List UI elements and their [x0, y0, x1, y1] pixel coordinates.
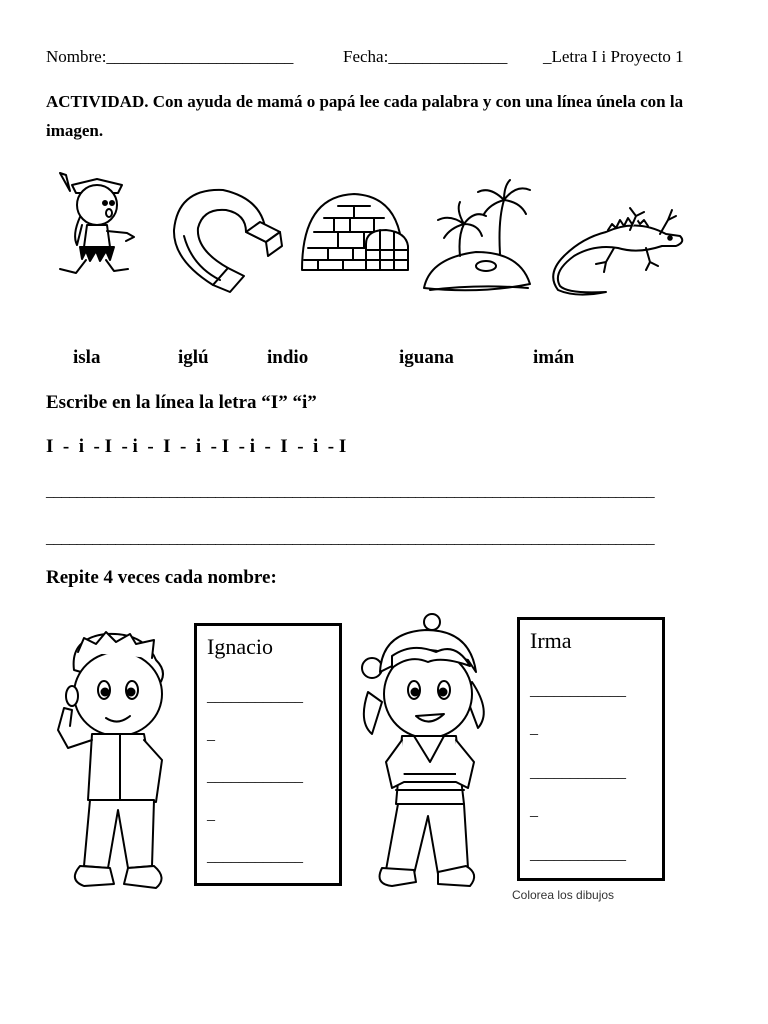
ignacio-line-5[interactable]: ____________	[207, 848, 303, 865]
letters-row: I - i - I - i - I - i - I - i - I - i - I	[46, 436, 347, 457]
worksheet-title: _Letra I i Proyecto 1	[543, 47, 684, 66]
iman-icon	[168, 180, 293, 295]
iglu-icon	[298, 188, 413, 278]
ignacio-box	[194, 623, 342, 886]
irma-name: Irma	[530, 628, 572, 653]
ignacio-line-3[interactable]: ____________	[207, 768, 303, 785]
irma-line-3[interactable]: ____________	[530, 764, 626, 781]
irma-line-4[interactable]: _	[530, 802, 538, 819]
word-iman: imán	[533, 347, 575, 368]
escribe-heading: Escribe en la línea la letra “I” “i”	[46, 392, 317, 413]
girl-icon	[352, 612, 502, 890]
activity-instructions: ACTIVIDAD. Con ayuda de mamá o papá lee cada palabra y con una línea únela con la imagen.	[46, 92, 684, 140]
irma-line-5[interactable]: ____________	[530, 846, 626, 863]
isla-icon	[420, 180, 535, 295]
write-line-1[interactable]: _______________________________________________________________________________	[46, 483, 655, 500]
irma-line-1[interactable]: ____________	[530, 682, 626, 699]
iguana-icon	[546, 200, 691, 300]
word-iglu: iglú	[178, 347, 209, 368]
nombre-field[interactable]: Nombre:______________________	[46, 47, 294, 66]
word-isla: isla	[73, 347, 101, 368]
ignacio-name: Ignacio	[207, 634, 273, 659]
word-indio: indio	[267, 347, 309, 368]
irma-line-2[interactable]: _	[530, 720, 538, 737]
write-line-2[interactable]: _______________________________________________________________________________	[46, 530, 655, 547]
irma-box	[517, 617, 665, 881]
caption: Colorea los dibujos	[512, 888, 615, 902]
ignacio-line-1[interactable]: ____________	[207, 688, 303, 705]
fecha-field[interactable]: Fecha:______________	[343, 47, 508, 66]
indio-icon	[52, 165, 142, 280]
ignacio-line-2[interactable]: _	[207, 726, 215, 743]
ignacio-line-4[interactable]: _	[207, 806, 215, 823]
word-iguana: iguana	[399, 347, 454, 368]
repite-heading: Repite 4 veces cada nombre:	[46, 567, 277, 588]
boy-icon	[44, 630, 184, 898]
